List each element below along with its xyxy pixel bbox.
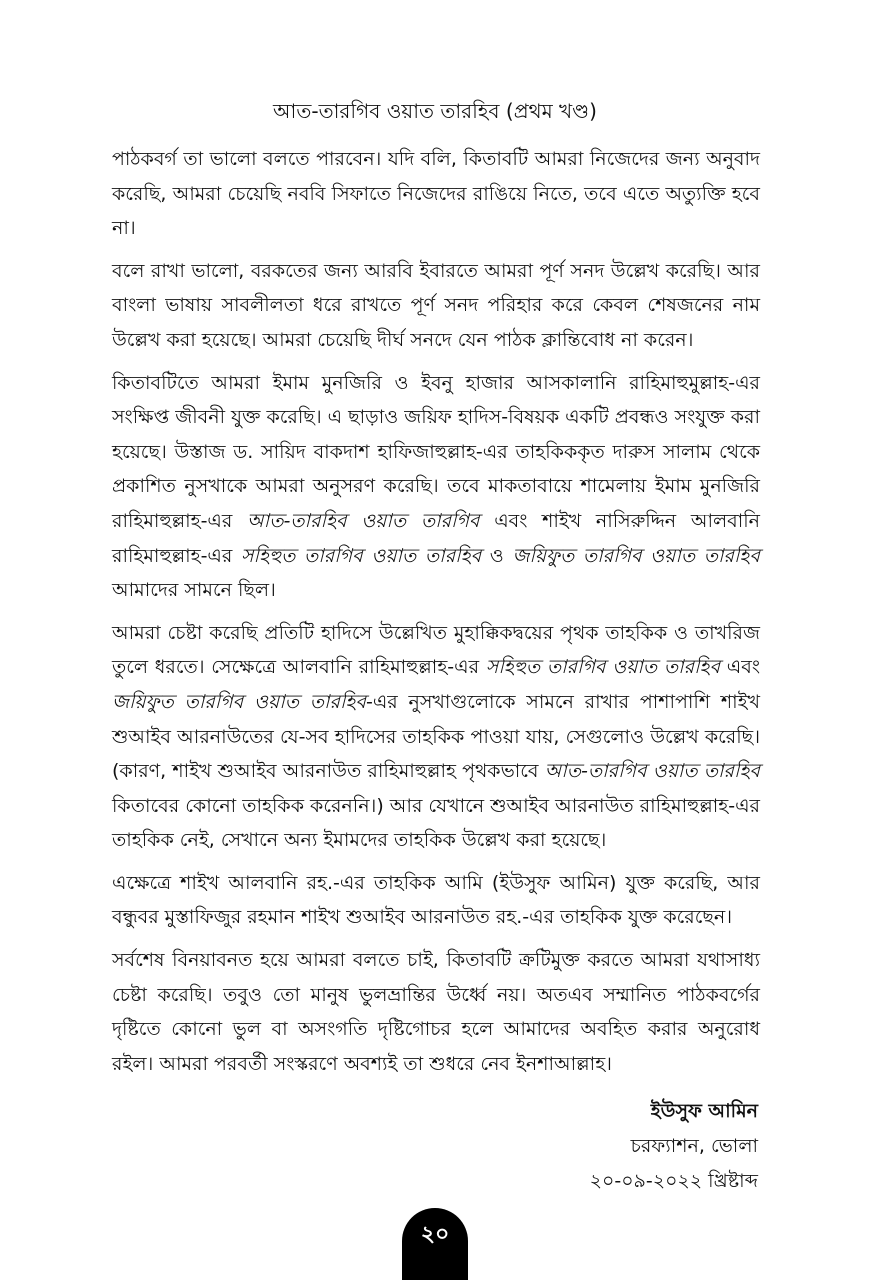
author-name: ইউসুফ আমিন xyxy=(650,1100,758,1122)
signature-date: ২০-০৯-২০২২ খ্রিষ্টাব্দ xyxy=(589,1170,758,1192)
running-header: আত-তারগিব ওয়াত তারহিব (প্রথম খণ্ড) xyxy=(273,99,597,123)
paragraph-1: পাঠকবর্গ তা ভালো বলতে পারবেন। যদি বলি, কিতাবটি আমরা নিজেদের জন্য অনুবাদ করেছি, আমরা চেয়েছি নববি সিফাতে নিজেদের রাঙিয়ে নিতে, তবে এতে অত্যুক্তি হবে না। xyxy=(112,148,760,240)
paragraph-4-text: -এর নুসখাগুলোকে সামনে রাখার পাশাপাশি শাইখ শুআইব আরনাউতের যে-সব হাদিসের তাহকিক পাওয়া যায়, সেগুলোও উল্লেখ করেছি। (কারণ, শাইখ শুআইব আরনাউত রাহিমাহুল্লাহ পৃথকভাবে xyxy=(112,690,761,783)
author-place: চরফ্যাশন, ভোলা xyxy=(630,1135,758,1157)
paragraph-6: সর্বশেষ বিনয়াবনত হয়ে আমরা বলতে চাই, কিতাবটি ক্রটিমুক্ত করতে আমরা যথাসাধ্য চেষ্টা করেছি। তবুও তো মানুষ ভুলভ্রান্তির উর্ধ্বে নয়। অতএব সম্মানিত পাঠকবর্গের দৃষ্টিতে কোনো ভুল বা অসংগতি দৃষ্টিগোচর হলে আমাদের অবহিত করার অনুরোধ রইল। আমরা পরবর্তী সংস্করণে অবশ্যই তা শুধরে নেব ইনশাআল্লাহ। xyxy=(112,949,760,1075)
paragraph-3-text: আমাদের সামনে ছিল। xyxy=(112,579,276,602)
book-title: সহিহুত তারগিব ওয়াত তারহিব xyxy=(241,544,482,567)
book-title: আত-তারহিব ওয়াত তারগিব xyxy=(247,509,480,532)
body-text xyxy=(112,142,760,1089)
paragraph-3 xyxy=(112,366,760,608)
book-title: জয়িফুত তারগিব ওয়াত তারহিব xyxy=(512,544,760,567)
page-number-badge: ২০ xyxy=(402,1208,468,1280)
book-title: সহিহুত তারগিব ওয়াত তারহিব xyxy=(485,656,721,679)
book-title: জয়িফুত তারগিব ওয়াত তারহিব xyxy=(112,690,366,713)
paragraph-4 xyxy=(112,616,760,858)
paragraph-3-text: এবং শাইখ নাসিরুদ্দিন আলবানি রাহিমাহুল্লাহ-এর xyxy=(112,509,760,567)
paragraph-4-text: এবং xyxy=(720,656,760,679)
paragraph-5: এক্ষেত্রে শাইখ আলবানি রহ.-এর তাহকিক আমি (ইউসুফ আমিন) যুক্ত করেছি, আর বন্ধুবর মুস্তাফিজুর রহমান শাইখ শুআইব আরনাউত রহ.-এর তাহকিক যুক্ত করেছেন। xyxy=(112,871,760,929)
paragraph-2: বলে রাখা ভালো, বরকতের জন্য আরবি ইবারতে আমরা পূর্ণ সনদ উল্লেখ করেছি। আর বাংলা ভাষায় সাবলীলতা ধরে রাখতে পূর্ণ সনদ পরিহার করে কেবল শেষজনের নাম উল্লেখ করা হয়েছে। আমরা চেয়েছি দীর্ঘ সনদে যেন পাঠক ক্লান্তিবোধ না করেন। xyxy=(112,259,760,351)
paragraph-3-text: ও xyxy=(481,544,513,567)
paragraph-3-text: কিতাবটিতে আমরা ইমাম মুনজিরি ও ইবনু হাজার আসকালানি রাহিমাহুমুল্লাহ-এর সংক্ষিপ্ত জীবনী যুক্ত করেছি। এ ছাড়াও জয়িফ হাদিস-বিষয়ক একটি প্রবন্ধও সংযুক্ত করা হয়েছে। উস্তাজ ড. সায়িদ বাকদাশ হাফিজাহুল্লাহ-এর তাহকিককৃত দারুস সালাম থেকে প্রকাশিত নুসখাকে আমরা অনুসরণ করেছি। তবে মাকতাবায়ে শামেলায় ইমাম মুনজিরি রাহিমাহুল্লাহ-এর xyxy=(112,371,760,532)
signature-block xyxy=(590,1094,758,1199)
paragraph-4-text: কিতাবের কোনো তাহকিক করেননি।) আর যেখানে শুআইব আরনাউত রাহিমাহুল্লাহ-এর তাহকিক নেই, সেখানে অন্য ইমামদের তাহকিক উল্লেখ করা হয়েছে। xyxy=(112,794,761,852)
book-title: আত-তারগিব ওয়াত তারহিব xyxy=(544,760,760,783)
paragraph-4-text: আমরা চেষ্টা করেছি প্রতিটি হাদিসে উল্লেখিত মুহাক্কিকদ্বয়ের পৃথক তাহকিক ও তাখরিজ তুলে ধরতে। সেক্ষেত্রে আলবানি রাহিমাহুল্লাহ-এর xyxy=(112,621,760,679)
